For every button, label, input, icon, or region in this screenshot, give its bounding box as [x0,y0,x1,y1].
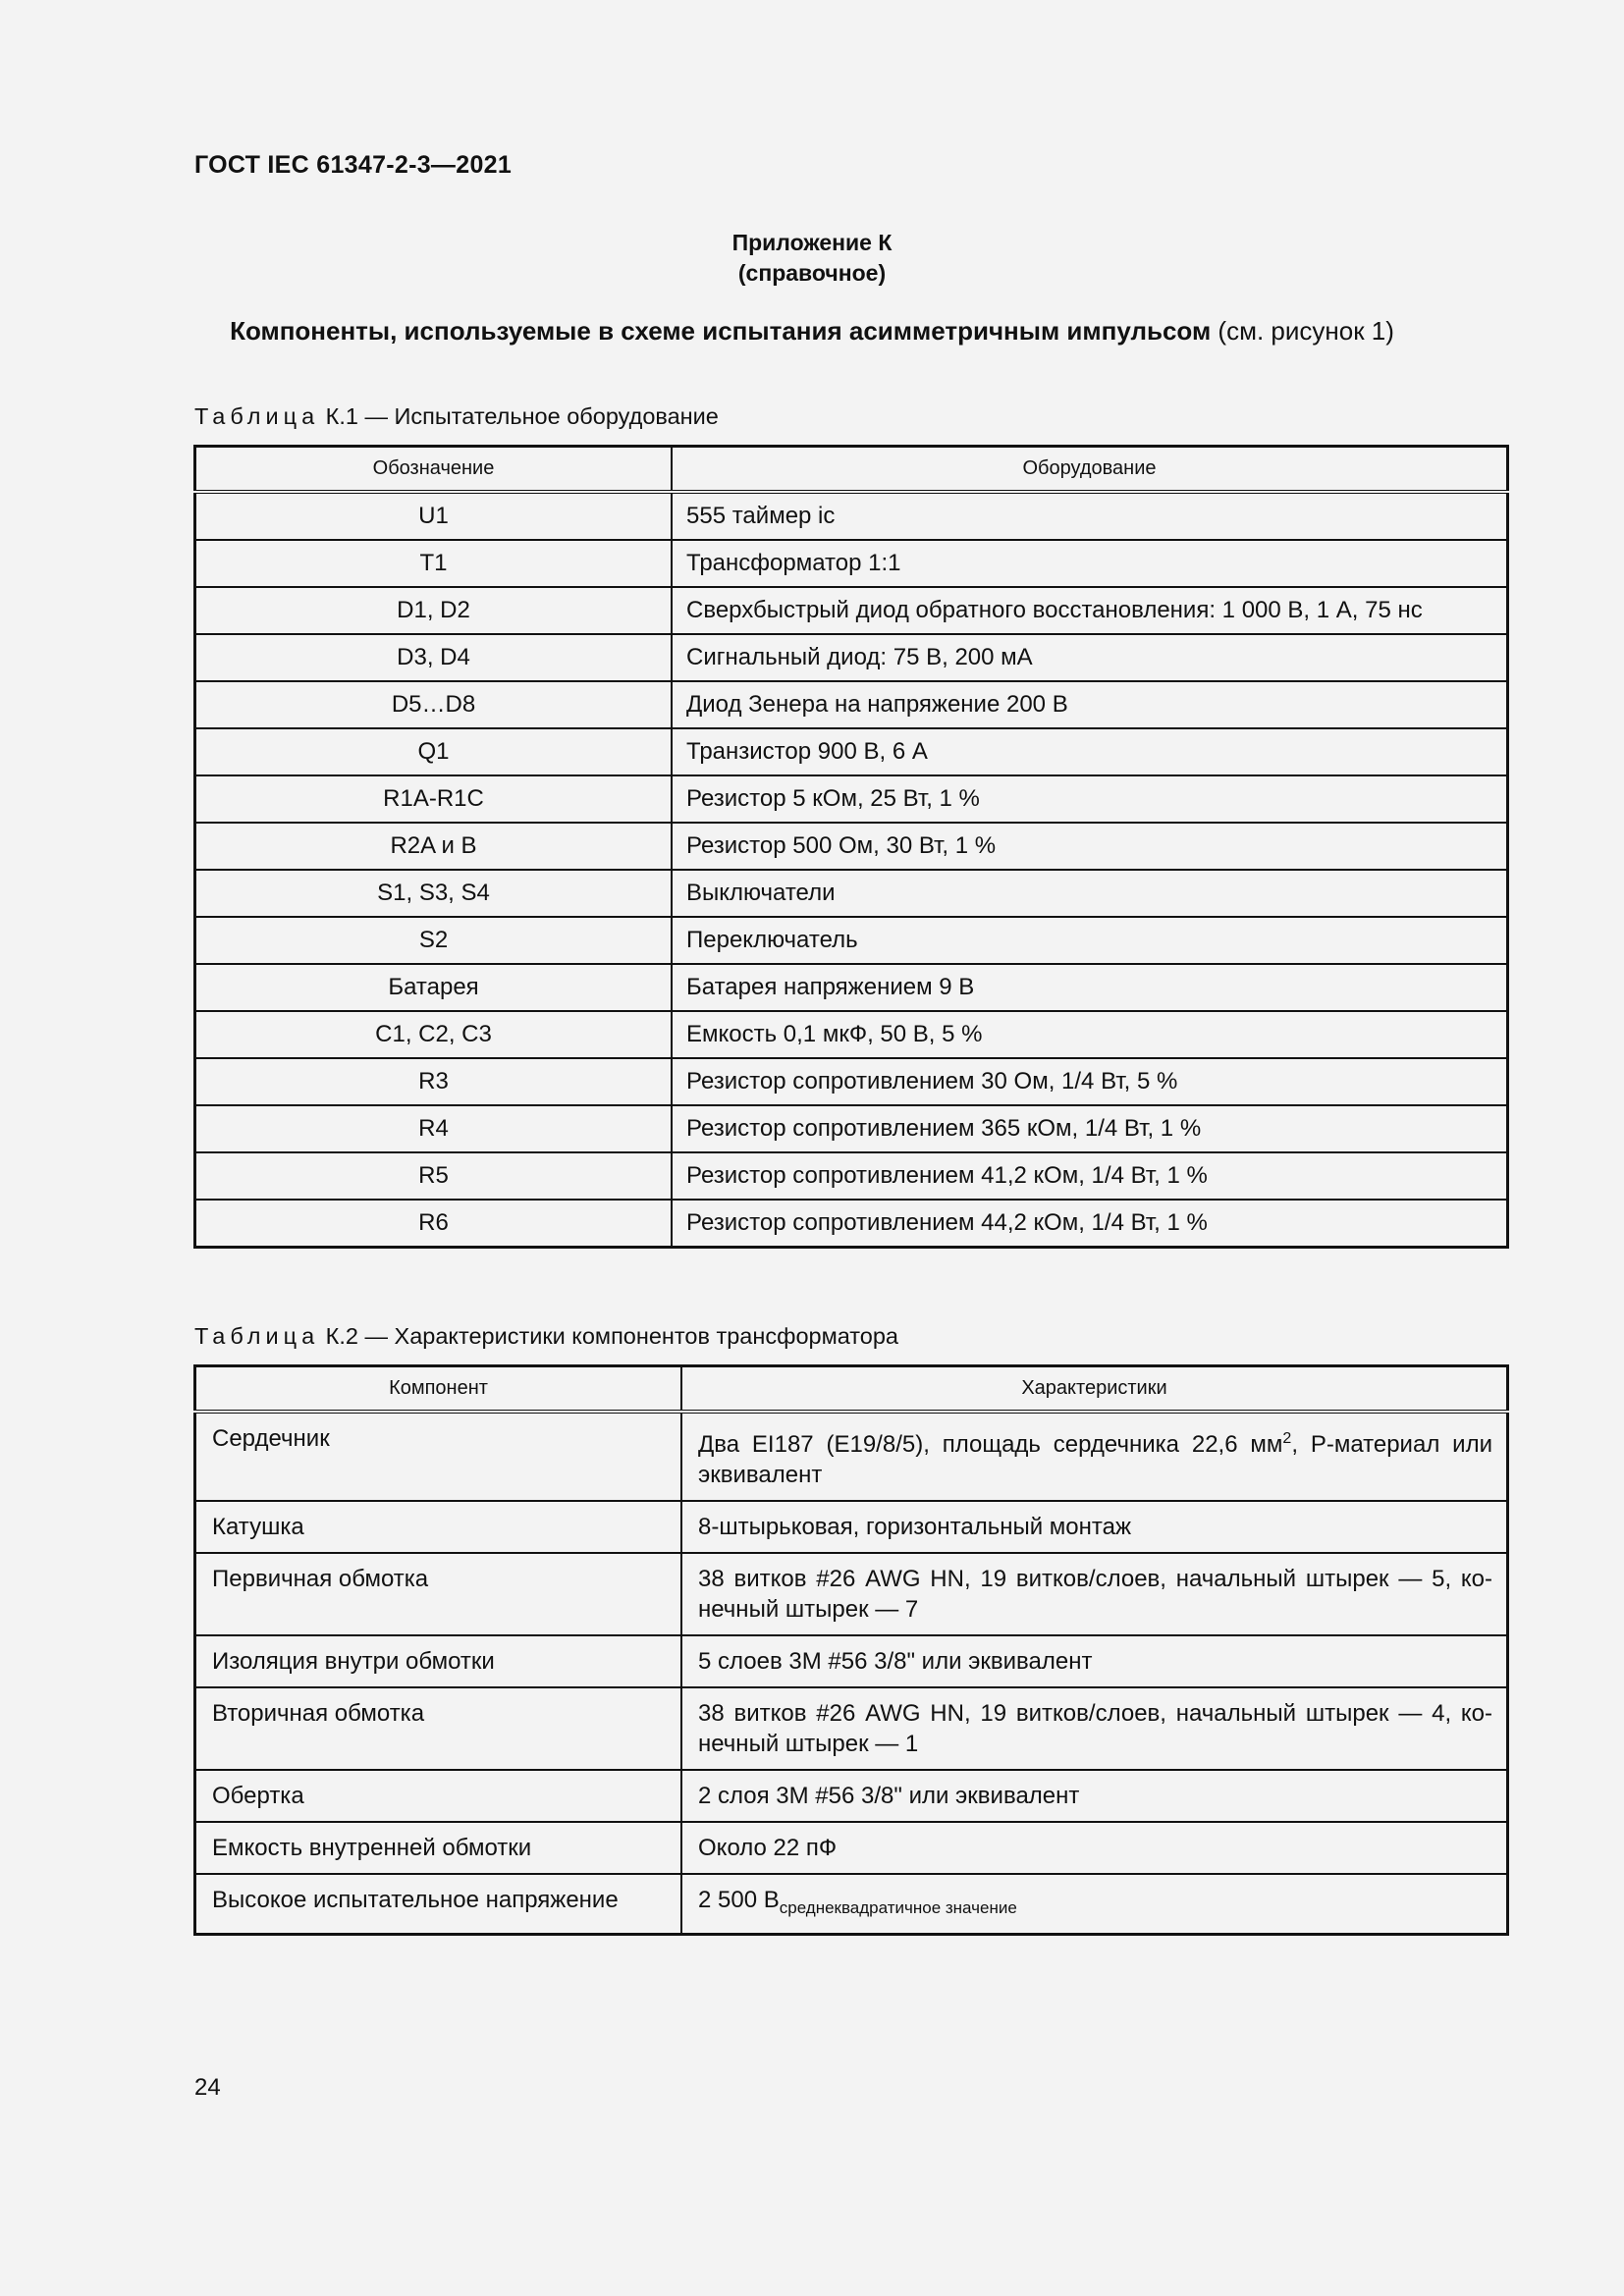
characteristics-cell [681,1822,1508,1874]
subscript: среднеквадратичное значение [779,1898,1017,1917]
characteristics-text: Около 22 пФ [698,1835,838,1861]
table1-caption-text: К.1 — Испытательное оборудование [319,403,719,429]
table2-caption-word: Таблица [194,1323,320,1349]
equipment-cell: 555 таймер ic [672,492,1508,540]
column-header-component: Компонент [195,1366,682,1413]
designation-cell: D3, D4 [195,634,673,681]
equipment-cell: Резистор сопротивлением 365 кОм, 1/4 Вт, 1 % [672,1105,1508,1152]
characteristics-cell [681,1687,1508,1770]
component-cell: Обертка [195,1770,682,1822]
table1-caption [194,403,719,430]
characteristics-cell [681,1635,1508,1687]
component-cell: Сердечник [195,1412,682,1501]
table-row [195,1770,1508,1822]
characteristics-text: Два EI187 (E19/8/5), площадь сердечника 22,6 мм [698,1431,1283,1458]
table-row [195,870,1508,917]
page-number: 24 [194,2074,221,2101]
annex-title-main: Компоненты, используемые в схеме испытания асимметричным импульсом [230,316,1212,346]
table-row [195,1687,1508,1770]
equipment-table [193,445,1509,1249]
table-row [195,917,1508,964]
designation-cell: С1, С2, С3 [195,1011,673,1058]
table-row [195,634,1508,681]
table-row [195,1011,1508,1058]
component-cell: Вторичная обмотка [195,1687,682,1770]
equipment-cell: Сигнальный диод: 75 В, 200 мА [672,634,1508,681]
component-cell: Первичная обмотка [195,1553,682,1635]
component-cell: Емкость внутренней обмотки [195,1822,682,1874]
equipment-cell: Резистор 500 Ом, 30 Вт, 1 % [672,823,1508,870]
annex-title-ref: (см. рисунок 1) [1211,316,1394,346]
equipment-cell: Диод Зенера на напряжение 200 В [672,681,1508,728]
designation-cell: Q1 [195,728,673,775]
table1-caption-word: Таблица [194,403,320,429]
annex-title [0,316,1624,347]
table-header-row [195,447,1508,493]
column-header-designation: Обозначение [195,447,673,493]
transformer-table-body [195,1412,1508,1935]
characteristics-cell [681,1553,1508,1635]
superscript: 2 [1282,1430,1292,1447]
characteristics-cell [681,1770,1508,1822]
table-row [195,1200,1508,1248]
table-row [195,1058,1508,1105]
table-row [195,681,1508,728]
table-row [195,492,1508,540]
designation-cell: D5…D8 [195,681,673,728]
table-row [195,587,1508,634]
equipment-cell: Резистор сопротивлением 44,2 кОм, 1/4 Вт, 1 % [672,1200,1508,1248]
equipment-cell: Батарея напряжением 9 В [672,964,1508,1011]
table-row [195,728,1508,775]
characteristics-cell [681,1412,1508,1501]
characteristics-text: 2 500 В [698,1887,780,1913]
designation-cell: R2A и В [195,823,673,870]
designation-cell: R3 [195,1058,673,1105]
equipment-cell: Выключатели [672,870,1508,917]
designation-cell: R4 [195,1105,673,1152]
table-row [195,1635,1508,1687]
table2-caption-text: К.2 — Характеристики компонентов трансформатора [319,1323,898,1349]
equipment-table-body [195,492,1508,1248]
table-row [195,540,1508,587]
table-row [195,1501,1508,1553]
designation-cell: U1 [195,492,673,540]
equipment-cell: Емкость 0,1 мкФ, 50 В, 5 % [672,1011,1508,1058]
component-cell: Катушка [195,1501,682,1553]
characteristics-text-tail: , Р-материал или эквивалент [698,1431,1492,1488]
table-row [195,775,1508,823]
table-row [195,964,1508,1011]
table-row [195,823,1508,870]
designation-cell: R6 [195,1200,673,1248]
designation-cell: Батарея [195,964,673,1011]
characteristics-cell [681,1874,1508,1935]
table-row [195,1822,1508,1874]
table-row [195,1553,1508,1635]
designation-cell: S1, S3, S4 [195,870,673,917]
characteristics-cell [681,1501,1508,1553]
annex-heading [0,228,1624,289]
characteristics-text: 8-штырьковая, горизонтальный монтаж [698,1514,1132,1540]
equipment-cell: Трансформатор 1:1 [672,540,1508,587]
designation-cell: S2 [195,917,673,964]
document-code: ГОСТ IEC 61347-2-3—2021 [194,151,513,179]
table-row [195,1105,1508,1152]
equipment-cell: Резистор сопротивлением 41,2 кОм, 1/4 Вт, 1 % [672,1152,1508,1200]
equipment-cell: Сверхбыстрый диод обратного восстановления: 1 000 В, 1 А, 75 нс [672,587,1508,634]
equipment-cell: Переключатель [672,917,1508,964]
designation-cell: R1A-R1C [195,775,673,823]
equipment-cell: Транзистор 900 В, 6 А [672,728,1508,775]
designation-cell: D1, D2 [195,587,673,634]
characteristics-text: 2 слоя 3M #56 3/8" или эквивалент [698,1783,1080,1809]
table-row [195,1874,1508,1935]
component-cell: Изоляция внутри обмотки [195,1635,682,1687]
designation-cell: R5 [195,1152,673,1200]
annex-label: Приложение К [731,230,893,255]
characteristics-text: 38 витков #26 AWG HN, 19 витков/слоев, начальный штырек — 4, ко-нечный штырек — 1 [698,1700,1492,1757]
column-header-characteristics: Характеристики [681,1366,1508,1413]
table-header-row [195,1366,1508,1413]
designation-cell: T1 [195,540,673,587]
component-cell: Высокое испытательное напряжение [195,1874,682,1935]
characteristics-text: 38 витков #26 AWG HN, 19 витков/слоев, начальный штырек — 5, ко-нечный штырек — 7 [698,1566,1492,1623]
equipment-cell: Резистор 5 кОм, 25 Вт, 1 % [672,775,1508,823]
table2-caption [194,1323,898,1350]
table-row [195,1412,1508,1501]
column-header-equipment: Оборудование [672,447,1508,493]
annex-status: (справочное) [737,260,887,286]
equipment-cell: Резистор сопротивлением 30 Ом, 1/4 Вт, 5 % [672,1058,1508,1105]
table-row [195,1152,1508,1200]
characteristics-text: 5 слоев 3M #56 3/8" или эквивалент [698,1648,1093,1675]
transformer-table [193,1364,1509,1936]
